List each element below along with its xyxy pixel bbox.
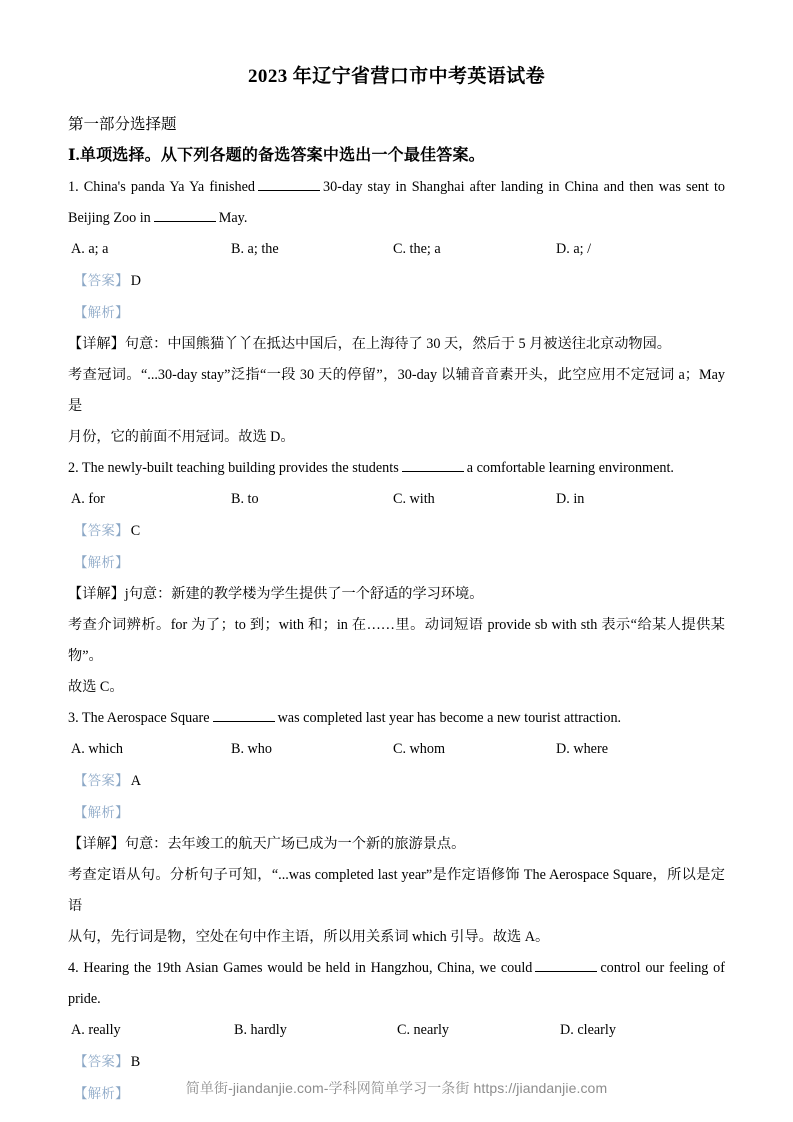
analysis-marker: 【解析】: [74, 555, 129, 570]
analysis-marker: 【解析】: [74, 805, 129, 820]
question-stem-2: [68, 453, 725, 484]
question-stem-text-2b: a comfortable learning environment.: [466, 460, 674, 476]
option-a[interactable]: A. which: [71, 741, 124, 757]
answer-value: D: [130, 273, 142, 289]
analysis-marker: 【解析】: [74, 305, 129, 320]
answer-marker: 【答案】: [74, 273, 129, 288]
answer-line-1: [68, 265, 725, 297]
question-stem-text-4a: 4. Hearing the 19th Asian Games would be held in Hangzhou, China, we could: [68, 960, 533, 976]
question-stem-text-1c: May.: [218, 210, 248, 226]
answer-line-4: [68, 1046, 725, 1078]
footer-watermark: 简单街-jiandanjie.com-学科网简单学习一条街 https://jiandanjie.com: [185, 1080, 608, 1096]
section-subheading: Ⅰ.单项选择。从下列各题的备选答案中选出一个最佳答案。: [68, 147, 485, 164]
detail-line: 考查冠词。“...30-day stay”泛指“一段 30 天的停留”，30-day 以辅音音素开头，此空应用不定冠词 a；May 是: [68, 367, 725, 414]
analysis-line-2: [68, 547, 725, 579]
analysis-line-3: [68, 797, 725, 829]
answer-line-2: [68, 515, 725, 547]
question-stem-4: [68, 953, 725, 1015]
option-row-3: [68, 734, 725, 765]
option-b[interactable]: B. to: [231, 491, 259, 507]
answer-blank: [258, 178, 320, 191]
section-heading: 第一部分选择题: [68, 116, 177, 133]
answer-value: B: [130, 1054, 141, 1070]
question-stem-text-1a: 1. China's panda Ya Ya finished: [68, 179, 256, 195]
question-stem-text-3a: 3. The Aerospace Square: [68, 710, 210, 726]
detail-line: 考查定语从句。分析句子可知，“...was completed last year”是作定语修饰 The Aerospace Square，所以是定语: [68, 867, 725, 914]
option-row-1: [68, 234, 725, 265]
option-a[interactable]: A. a; a: [71, 241, 109, 257]
answer-value: A: [130, 773, 142, 789]
detail-line: 月份，它的前面不用冠词。故选 D。: [68, 429, 295, 445]
question-stem-text-1b: 30-day stay in Shanghai after landing in China and then was sent to Beijing Zoo in: [68, 179, 725, 226]
question-stem-3: [68, 703, 725, 734]
option-d[interactable]: D. in: [556, 491, 585, 507]
question-block-2: [68, 453, 725, 703]
question-block-3: [68, 703, 725, 953]
answer-blank: [154, 209, 216, 222]
option-row-4: [68, 1015, 725, 1046]
analysis-marker: 【解析】: [74, 1086, 129, 1101]
detail-line: 【详解】句意：去年竣工的航天广场已成为一个新的旅游景点。: [68, 836, 466, 852]
answer-blank: [213, 709, 275, 722]
option-d[interactable]: D. clearly: [560, 1022, 616, 1038]
question-stem-text-3b: was completed last year has become a new tourist attraction.: [277, 710, 622, 726]
option-a[interactable]: A. really: [71, 1022, 121, 1038]
option-c[interactable]: C. with: [393, 491, 435, 507]
option-d[interactable]: D. where: [556, 741, 608, 757]
option-c[interactable]: C. the; a: [393, 241, 441, 257]
question-stem-text-2a: 2. The newly-built teaching building provides the students: [68, 460, 399, 476]
question-stem-1: [68, 172, 725, 234]
page-title: 2023 年辽宁省营口市中考英语试卷: [248, 66, 545, 87]
option-d[interactable]: D. a; /: [556, 241, 592, 257]
answer-marker: 【答案】: [74, 773, 129, 788]
detail-line: 【详解】j句意：新建的教学楼为学生提供了一个舒适的学习环境。: [68, 586, 484, 602]
detail-line: 【详解】句意：中国熊猫丫丫在抵达中国后，在上海待了 30 天，然后于 5 月被送往北京动物园。: [68, 336, 671, 352]
option-b[interactable]: B. hardly: [234, 1022, 287, 1038]
analysis-line-1: [68, 297, 725, 329]
question-stem-text-4b: control our feeling of pride.: [68, 960, 725, 1007]
answer-marker: 【答案】: [74, 1054, 129, 1069]
option-c[interactable]: C. whom: [393, 741, 446, 757]
answer-line-3: [68, 765, 725, 797]
answer-marker: 【答案】: [74, 523, 129, 538]
question-block-1: [68, 172, 725, 453]
option-b[interactable]: B. who: [231, 741, 272, 757]
detail-line: 故选 C。: [68, 679, 124, 695]
option-c[interactable]: C. nearly: [397, 1022, 450, 1038]
answer-value: C: [130, 523, 141, 539]
answer-blank: [402, 459, 464, 472]
detail-line: 考查介词辨析。for 为了；to 到；with 和；in 在……里。动词短语 provide sb with sth 表示“给某人提供某物”。: [68, 617, 725, 664]
detail-line: 从句，先行词是物，空处在句中作主语，所以用关系词 which 引导。故选 A。: [68, 929, 550, 945]
option-row-2: [68, 484, 725, 515]
answer-blank: [535, 959, 597, 972]
option-b[interactable]: B. a; the: [231, 241, 279, 257]
option-a[interactable]: A. for: [71, 491, 105, 507]
